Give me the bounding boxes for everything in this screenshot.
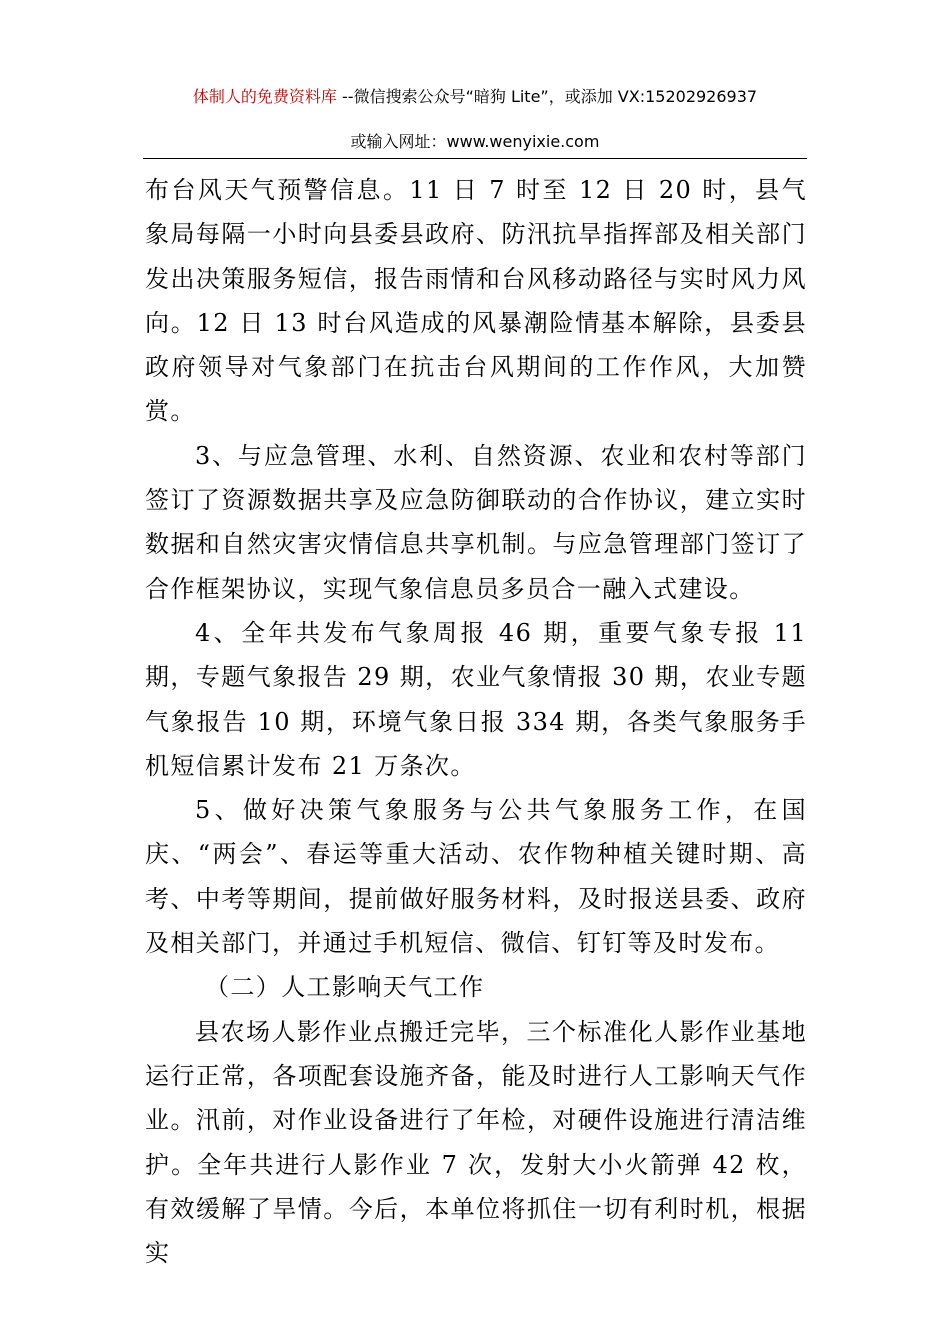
library-name: 体制人的免费资料库 xyxy=(192,87,337,106)
header-promo-line xyxy=(0,86,950,108)
website-note: 或输入网址：www.wenyixie.com xyxy=(350,132,600,151)
wechat-note: --微信搜索公众号“暗狗 Lite”，或添加 VX:15202926937 xyxy=(336,87,758,106)
paragraph-item-5: 5、做好决策气象服务与公共气象服务工作，在国庆、“两会”、春运等重大活动、农作物种植关键时期、高考、中考等期间，提前做好服务材料，及时报送县委、政府及相关部门，并通过手机短信、微信、钉钉等及时发布。 xyxy=(145,796,807,958)
section-heading: （二）人工影响天气工作 xyxy=(205,973,485,1002)
document-body xyxy=(145,168,807,1275)
header-divider xyxy=(143,158,807,159)
paragraph-continuation: 布台风天气预警信息。11 日 7 时至 12 日 20 时，县气象局每隔一小时向县委县政府、防汛抗旱指挥部及相关部门发出决策服务短信，报告雨情和台风移动路径与实时风力风向。12 日 13 时台风造成的风暴潮险情基本解除，县委县政府领导对气象部门在抗击台风期间的工作作风，大加赞赏。 xyxy=(145,176,807,426)
page-header xyxy=(0,0,950,160)
paragraph-item-4: 4、全年共发布气象周报 46 期，重要气象专报 11 期，专题气象报告 29 期，农业气象情报 30 期，农业专题气象报告 10 期，环境气象日报 334 期，各类气象服务手机短信累计发布 21 万条次。 xyxy=(145,618,807,780)
paragraph-item-3: 3、与应急管理、水利、自然资源、农业和农村等部门签订了资源数据共享及应急防御联动的合作协议，建立实时数据和自然灾害灾情信息共享机制。与应急管理部门签订了合作框架协议，实现气象信息员多员合一融入式建设。 xyxy=(145,441,807,603)
paragraph-weather-modification: 县农场人影作业点搬迁完毕，三个标准化人影作业基地运行正常，各项配套设施齐备，能及时进行人工影响天气作业。汛前，对作业设备进行了年检，对硬件设施进行清洁维护。全年共进行人影作业 7 次，发射大小火箭弹 42 枚，有效缓解了旱情。今后，本单位将抓住一切有利时机，根据实 xyxy=(145,1017,807,1268)
